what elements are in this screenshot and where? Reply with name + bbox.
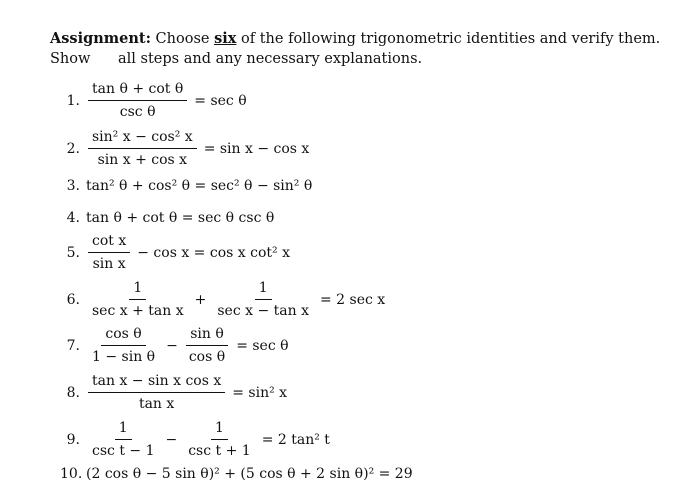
problem-8: [60, 373, 292, 412]
problem-7: [60, 326, 294, 365]
numerator: tan θ + cot θ: [88, 81, 187, 101]
right-hand-side: = sec θ: [194, 92, 247, 109]
problem-10: [60, 466, 413, 482]
numerator: cot x: [88, 233, 130, 253]
equation: (2 cos θ − 5 sin θ)² + (5 cos θ + 2 sin θ)² = 29: [86, 466, 413, 482]
problem-4: [60, 210, 274, 226]
problem-5: [60, 233, 295, 272]
fraction-2: [213, 280, 313, 319]
numerator: 1: [211, 420, 228, 440]
right-hand-side: = sin² x: [232, 384, 288, 401]
problem-number: 8.: [66, 384, 80, 401]
problem-1: [60, 81, 252, 120]
problem-number: 3.: [66, 178, 80, 194]
fraction: [88, 373, 225, 412]
fraction-1: [88, 420, 158, 459]
fraction: [88, 233, 130, 272]
problem-number: 9.: [66, 431, 80, 448]
denominator: cos θ: [188, 349, 226, 365]
problem-number: 6.: [66, 291, 80, 308]
problem-number: 10.: [60, 466, 83, 482]
problem-number: 7.: [66, 337, 80, 354]
denominator: csc t + 1: [188, 443, 251, 459]
fraction: [88, 81, 187, 120]
header-line-2: all steps and any necessary explanations.: [118, 51, 423, 67]
equation: tan θ + cot θ = sec θ csc θ: [86, 210, 275, 226]
denominator: 1 − sin θ: [92, 349, 156, 365]
denominator: sec x + tan x: [92, 303, 184, 319]
numerator: sin² x − cos² x: [88, 129, 197, 149]
denominator: sec x − tan x: [217, 303, 309, 319]
problem-number: 4.: [66, 210, 80, 226]
denominator: csc θ: [119, 104, 156, 120]
right-hand-side: = 2 sec x: [319, 291, 386, 308]
operator: +: [194, 291, 207, 308]
denominator: csc t − 1: [92, 443, 155, 459]
problem-number: 2.: [66, 140, 80, 157]
header-emphasis: six: [214, 30, 237, 47]
numerator: tan x − sin x cos x: [88, 373, 225, 393]
numerator: 1: [129, 280, 146, 300]
problem-number: 5.: [66, 244, 80, 261]
problem-2: [60, 129, 314, 168]
problem-9: [60, 420, 335, 459]
assignment-header: [50, 29, 670, 69]
right-hand-side: = sec θ: [236, 337, 289, 354]
operator: −: [166, 337, 178, 354]
problem-6: [60, 280, 390, 319]
numerator: sin θ: [186, 326, 228, 346]
header-text-pre: Choose: [155, 31, 210, 47]
denominator: sin x: [92, 256, 126, 272]
problem-3: [60, 178, 312, 194]
fraction-2: [184, 420, 254, 459]
fraction-1: [88, 280, 188, 319]
numerator: cos θ: [101, 326, 145, 346]
assignment-label: Assignment:: [50, 30, 151, 47]
fraction-1: [88, 326, 159, 365]
fraction: [88, 129, 197, 168]
right-hand-side: = sin x − cos x: [203, 140, 310, 157]
problem-number: 1.: [66, 92, 80, 109]
operator: −: [165, 431, 178, 448]
numerator: 1: [255, 280, 272, 300]
header-text-post: of the following trigonometric identities and verify them. Show: [50, 31, 661, 67]
right-hand-side: − cos x = cos x cot² x: [137, 244, 290, 261]
fraction-2: [185, 326, 229, 365]
denominator: sin x + cos x: [97, 152, 188, 168]
equation: tan² θ + cos² θ = sec² θ − sin² θ: [86, 178, 313, 194]
numerator: 1: [115, 420, 132, 440]
denominator: tan x: [138, 396, 175, 412]
right-hand-side: = 2 tan² t: [261, 431, 330, 448]
